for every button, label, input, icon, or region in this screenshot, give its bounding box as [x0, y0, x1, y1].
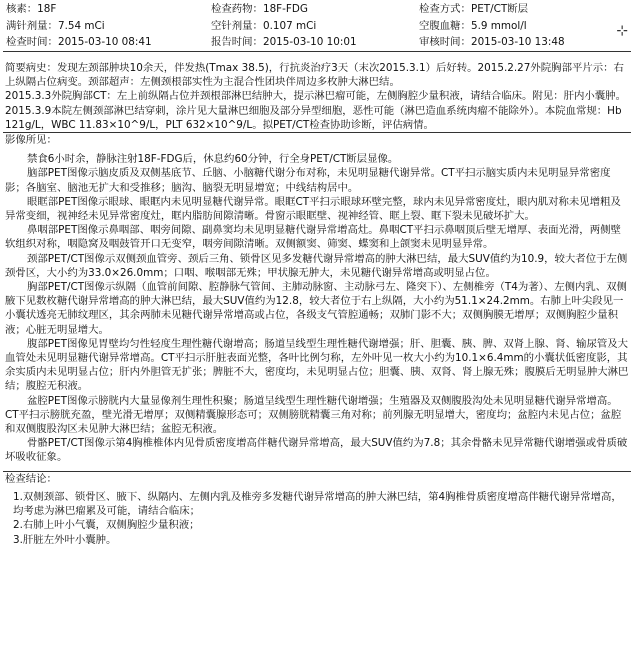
header-row-2	[6, 18, 628, 35]
findings-paragraph: 盆腔PET图像示膀胱内大量显像剂生理性积聚；肠道呈线型生理性糖代谢增强；生殖器及双侧腹股沟处未见明显糖代谢异常增高。CT平扫示膀胱充盈，壁光滑无增厚；双侧精囊腺形态可；双侧膀胱精囊三角对称；前列腺无明显增大，密度均；盆腔内未见占位；盆腔和双侧腹股沟区未见肿大淋巴结；盆腔无积液。	[5, 394, 622, 436]
conclusion-section	[0, 472, 634, 547]
findings-paragraph: 胸部PET/CT图像示纵隔（血管前间隙、腔静脉气管间、主肺动脉窗、主动脉弓左、隆突下）、左侧椎旁（T4为著）、左侧内乳、双侧腋下见数枚糖代谢异常增高的肿大淋巴结，最大SUV值约为12.8，较大者位于右上纵隔，大小约为51.1×24.2mm。右肺上叶尖段见一小囊状透亮无肺纹理区，其余两肺未见糖代谢异常增高或占位，各级支气管腔通畅；双肺门影不大；双侧胸膜无增厚；双侧胸腔少量积液；心脏无明显增大。	[5, 281, 627, 336]
report-time-field: 报告时间：2015-03-10 10:01	[211, 36, 357, 49]
header-row-1	[6, 1, 628, 18]
full-dose-field: 满针剂量：7.54 mCi	[6, 19, 105, 32]
drug-field: 检查药物：18F-FDG	[211, 3, 308, 16]
conclusion-item: 3.肝脏左外叶小囊肿。	[13, 533, 117, 546]
nuclide-field: 核素：18F	[6, 3, 57, 16]
header-row-3	[6, 34, 628, 51]
findings-paragraph: 颈部PET/CT图像示双侧颈血管旁、颈后三角、锁骨区见多发糖代谢异常增高的肿大淋巴结，最大SUV值约为10.9，较大者位于左侧颈骨区，大小约为33.0×26.0mm；口咽、喉咽部无殊；甲状腺无肿大，未见糖代谢异常增高或明显占位。	[5, 252, 628, 279]
findings-paragraph: 腹部PET图像见胃壁均匀性轻度生理性糖代谢增高；肠道呈线型生理性糖代谢增强；肝、胆囊、胰、脾、双肾上腺、肾、输尿管及大血管处未见明显糖代谢异常增高。CT平扫示肝脏表面光整，各叶比例匀称，左外叶见一枚大小约为10.1×6.4mm的小囊状低密度影，其余实质内未见明显占位；肝内外胆管无扩张；脾脏不大，密度均，未见明显占位；胆囊、胰、双肾、肾上腺无殊；腹膜后无明显肿大淋巴结；腹腔无积液。	[5, 337, 629, 393]
conclusion-item: 1.双侧颈部、锁骨区、腋下、纵隔内、左侧内乳及椎旁多发糖代谢异常增高的肿大淋巴结，第4胸椎骨质密度增高伴糖代谢异常增高，均考虑为淋巴瘤累及可能，请结合临床；	[13, 490, 622, 518]
findings-label: 影像所见：	[5, 134, 57, 147]
findings-section	[0, 133, 634, 465]
empty-dose-field: 空针剂量：0.107 mCi	[211, 19, 317, 32]
blood-glucose-field: 空腹血糖：5.9 mmol/l	[419, 19, 527, 32]
history-paragraph: 简要病史：发现左颈部肿块10余天，伴发热(Tmax 38.5)，行抗炎治疗3天（末次2015.3.1）后好转。2015.2.27外院胸部平片示：右上纵隔占位病变。颈部超声：左侧颈根部实性为主混合性团块伴周边多枚肿大淋巴结。	[5, 62, 624, 89]
findings-paragraph: 骨骼PET/CT图像示第4胸椎椎体内见骨质密度增高伴糖代谢异常增高，最大SUV值约为7.8；其余骨骼未见异常糖代谢增强或骨质破坏吸收征象。	[5, 437, 628, 464]
crosshair-cursor-icon: ⊹	[616, 23, 628, 39]
findings-paragraph: 眼眶部PET图像示眼球、眼眶内未见明显糖代谢异常。眼眶CT平扫示眼球环壁完整，球内未见异常密度灶，眼内肌对称未见增粗及异常变细，视神经未见异常密度灶，眶内脂肪间隙清晰。骨窗示眼眶壁、视神经管、眶上裂、眶下裂未见破坏扩大。	[5, 195, 621, 223]
conclusion-item: 2.右肺上叶小气囊，双侧胸腔少量积液；	[13, 519, 200, 532]
exam-time-field: 检查时间：2015-03-10 08:41	[6, 36, 152, 49]
conclusion-label: 检查结论：	[5, 472, 57, 485]
history-section	[0, 61, 634, 132]
findings-paragraph: 脑部PET图像示脑皮质及双侧基底节、丘脑、小脑糖代谢分布对称，未见明显糖代谢异常。CT平扫示脑实质内未见明显异常密度影；各脑室、脑池无扩大和受推移；脑沟、脑裂无明显增宽；中线结构居中。	[5, 167, 611, 194]
findings-paragraph: 鼻咽部PET图像示鼻咽部、咽旁间隙、副鼻窦均未见明显糖代谢异常增高灶。鼻咽CT平扫示鼻咽顶后壁无增厚、表面光滑，两侧壁软组织对称，咽隐窝及咽鼓管开口无变窄，咽旁间隙清晰。双侧额窦、筛窦、蝶窦和上颌窦未见明显异常。	[5, 224, 621, 251]
review-time-field: 审核时间：2015-03-10 13:48	[419, 36, 565, 49]
report-header	[0, 0, 634, 51]
findings-paragraph: 禁食6小时余，静脉注射18F-FDG后，休息约60分钟，行全身PET/CT断层显像。	[27, 153, 399, 166]
history-paragraph: 2015.3.3外院胸部CT：左上前纵隔占位并颈根部淋巴结肿大，提示淋巴瘤可能，左侧胸腔少量积液，请结合临床。附见：肝内小囊肿。2015.3.9本院左侧颈部淋巴结穿刺，涂片见大量淋巴细胞及部分异型细胞，恶性可能（淋巴造血系统肉瘤不能除外）。本院血常规：Hb 121g/L，WBC 11.83×10^9/L，PLT 632×10^9/L。拟PET/CT检查协助诊断，评估病情。	[5, 90, 626, 131]
exam-method-field: 检查方式：PET/CT断层	[419, 3, 529, 16]
